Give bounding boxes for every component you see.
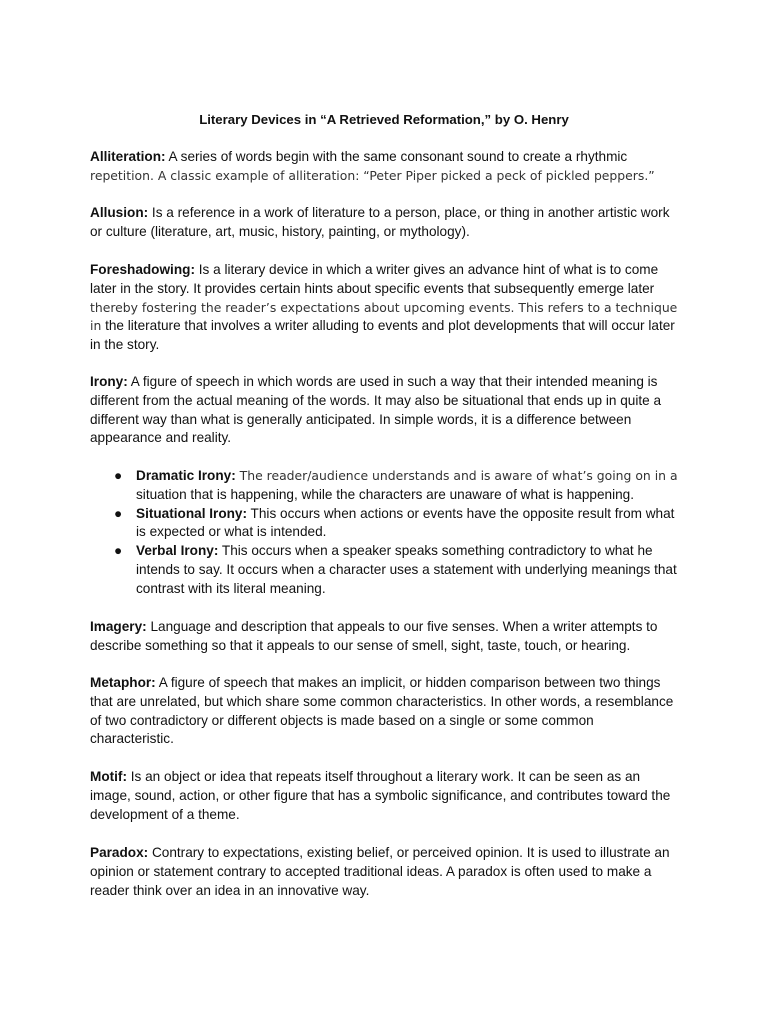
alliteration-text: A series of words begin with the same consonant sound to create a rhythmic: [165, 149, 628, 164]
verbal-irony-text: This occurs when a speaker speaks something contradictory to what he intends to say. It occurs when a character uses a statement with underlying meanings that contrast with its literal meaning.: [136, 543, 677, 596]
dramatic-irony-text: The reader/audience understands and is aware of what’s going on in a: [235, 468, 678, 483]
foreshadowing-text-2: thereby fostering the reader’s expectations about upcoming events. This refers to a technique in: [90, 299, 678, 334]
list-item: [90, 467, 680, 505]
page-title: Literary Devices in “A Retrieved Reformation,” by O. Henry: [199, 112, 569, 127]
bullet-icon: ●: [114, 468, 123, 483]
foreshadowing-text: Is a literary device in which a writer gives an advance hint of what is to come later in the story. It provides certain hints about specific events that subsequently emerge later: [90, 262, 659, 296]
irony-definition: [90, 373, 680, 448]
motif-text: Is an object or idea that repeats itself throughout a literary work. It can be seen as an image, sound, action, or other figure that has a symbolic significance, and contributes toward the development of a theme.: [90, 769, 671, 822]
situational-irony-text: This occurs when actions or events have the opposite result from what is expected or what is intended.: [136, 505, 675, 540]
motif-definition: [90, 768, 680, 824]
paradox-text: Contrary to expectations, existing belief, or perceived opinion. It is used to illustrate an opinion or statement contrary to accepted traditional ideas. A paradox is often used to make a reader think over an idea in an innovative way.: [90, 845, 670, 898]
bullet-icon: ●: [114, 505, 123, 521]
paradox-definition: [90, 844, 680, 900]
list-item: [90, 505, 680, 543]
irony-text: A figure of speech in which words are used in such a way that their intended meaning is different from the actual meaning of the words. It may also be situational that ends up in quite a different way than what is generally anticipated. In simple words, it is a difference between appearance and reality.: [90, 374, 662, 446]
alliteration-example: repetition. A classic example of alliteration: “Peter Piper picked a peck of pickled peppers.”: [90, 167, 655, 183]
allusion-definition: [90, 204, 680, 242]
metaphor-text: A figure of speech that makes an implicit, or hidden comparison between two things that are unrelated, but which share some common characteristics. In other words, a resemblance of two contradictory or different objects is made based on a single or some common characteristic.: [90, 675, 674, 747]
foreshadowing-term: Foreshadowing:: [90, 262, 195, 277]
alliteration-term: Alliteration:: [90, 149, 166, 164]
imagery-definition: [90, 618, 680, 656]
list-item: [90, 542, 680, 598]
imagery-text: Language and description that appeals to our five senses. When a writer attempts to describe something so that it appeals to our sense of smell, sight, taste, touch, or hearing.: [90, 619, 658, 653]
metaphor-term: Metaphor:: [90, 675, 156, 690]
metaphor-definition: [90, 674, 680, 749]
irony-types-list: [90, 467, 680, 599]
paradox-term: Paradox:: [90, 845, 149, 860]
verbal-irony-term: Verbal Irony:: [136, 543, 219, 559]
bullet-icon: ●: [114, 543, 123, 559]
dramatic-irony-text-2: situation that is happening, while the characters are unaware of what is happening.: [136, 486, 634, 502]
imagery-term: Imagery:: [90, 619, 147, 634]
alliteration-definition: [90, 148, 680, 186]
dramatic-irony-term: Dramatic Irony:: [136, 468, 236, 483]
motif-term: Motif:: [90, 769, 127, 784]
foreshadowing-text-3: the literature that involves a writer alluding to events and plot developments that will occur later in the story.: [90, 318, 675, 353]
allusion-term: Allusion:: [90, 205, 149, 220]
foreshadowing-definition: [90, 261, 680, 355]
situational-irony-term: Situational Irony:: [136, 505, 248, 521]
allusion-text: Is a reference in a work of literature to a person, place, or thing in another artistic work or culture (literature, art, music, history, painting, or mythology).: [90, 205, 670, 239]
irony-term: Irony:: [90, 374, 128, 389]
